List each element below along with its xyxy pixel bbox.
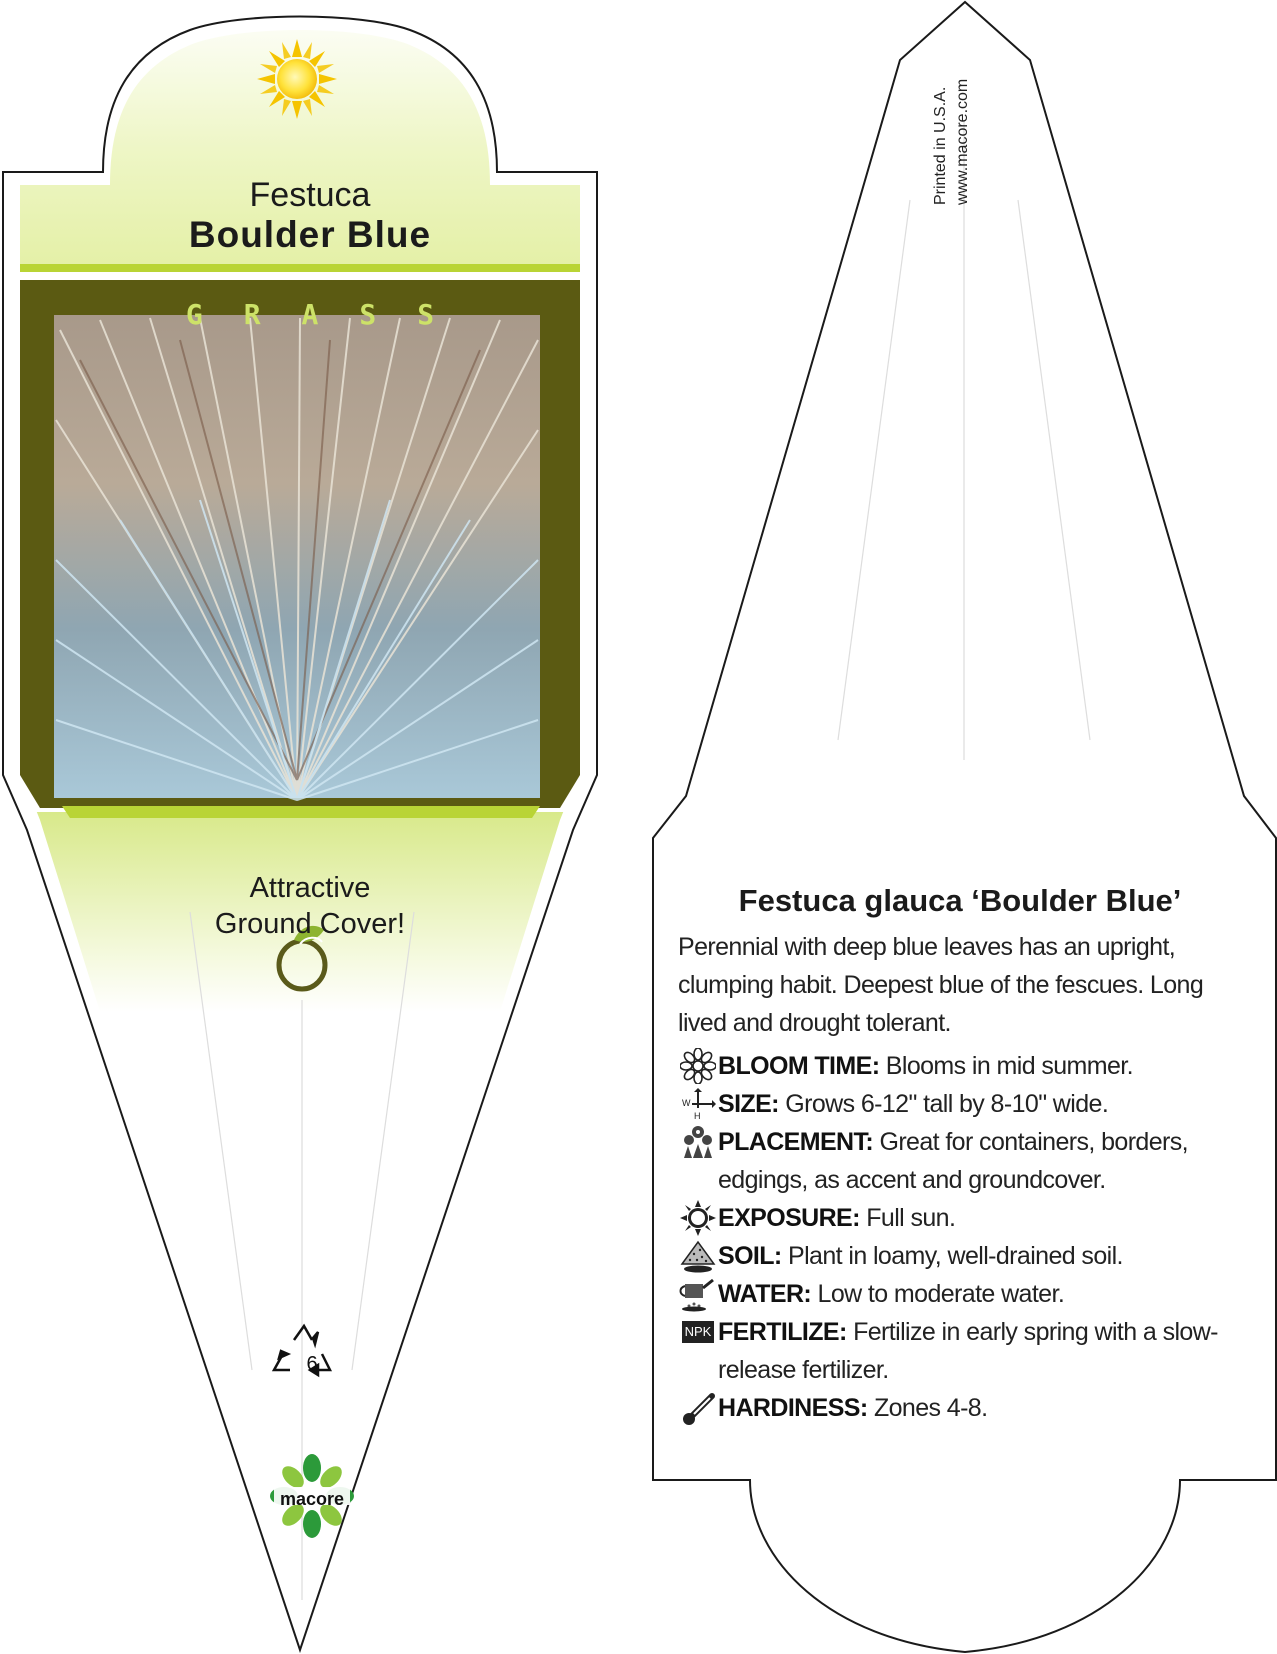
back-title: Festuca glauca ‘Boulder Blue’ [738,883,1182,918]
thermometer-icon [678,1389,718,1427]
care-item-water [678,1275,1258,1313]
care-label: EXPOSURE: [718,1204,860,1232]
watering-can-icon [678,1275,718,1313]
care-label: SOIL: [718,1242,782,1270]
care-text: Low to moderate water. [817,1280,1065,1308]
care-label: SIZE: [718,1090,779,1118]
care-item-exposure [678,1199,1258,1237]
front-cultivar: Boulder Blue [188,214,432,255]
flower-icon [678,1047,718,1085]
care-text: Full sun. [866,1204,956,1232]
svg-text:H: H [694,1111,700,1121]
care-text: Blooms in mid summer. [885,1052,1133,1080]
npk-icon [678,1313,718,1351]
care-text: Zones 4-8. [873,1394,988,1422]
tagline-line1: Attractive [249,872,371,904]
tagline-line2: Ground Cover! [214,908,406,940]
care-text: Grows 6-12" tall by 8-10" wide. [785,1090,1109,1118]
front-genus: Festuca [249,176,371,214]
npk-label: NPK [682,1321,715,1343]
care-label: HARDINESS: [718,1394,868,1422]
care-item-bloom [678,1047,1258,1085]
care-label: WATER: [718,1280,812,1308]
soil-icon [678,1237,718,1275]
care-text: Great for containers, borders, edgings, as accent and groundcover. [718,1128,1189,1194]
printed-line2: www.macore.com [954,78,971,205]
size-arrows-icon [678,1085,718,1123]
care-text: Plant in loamy, well-drained soil. [788,1242,1123,1270]
care-label: BLOOM TIME: [718,1052,880,1080]
sun-outline-icon [678,1199,718,1237]
care-text: Fertilize in early spring with a slow-release fertilizer. [718,1318,1218,1384]
placement-icon [678,1123,718,1161]
care-list [678,1047,1258,1427]
category-label: GRASS [185,298,476,331]
printed-line1: Printed in U.S.A. [932,86,949,205]
care-label: FERTILIZE: [718,1318,847,1346]
care-item-hardiness [678,1389,1258,1427]
printed-in-usa [930,79,974,205]
brand-name: macore [279,1489,345,1509]
svg-text:W: W [682,1098,690,1108]
description: Perennial with deep blue leaves has an upright, clumping habit. Deepest blue of the fescues. Long lived and drought tolerant. [678,933,1204,1037]
care-item-size [678,1085,1258,1123]
care-item-fertilize [678,1313,1258,1389]
care-item-soil [678,1237,1258,1275]
care-item-placement [678,1123,1258,1199]
care-label: PLACEMENT: [718,1128,874,1156]
recycling-code: 6 [306,1353,318,1375]
tagline [190,870,430,942]
